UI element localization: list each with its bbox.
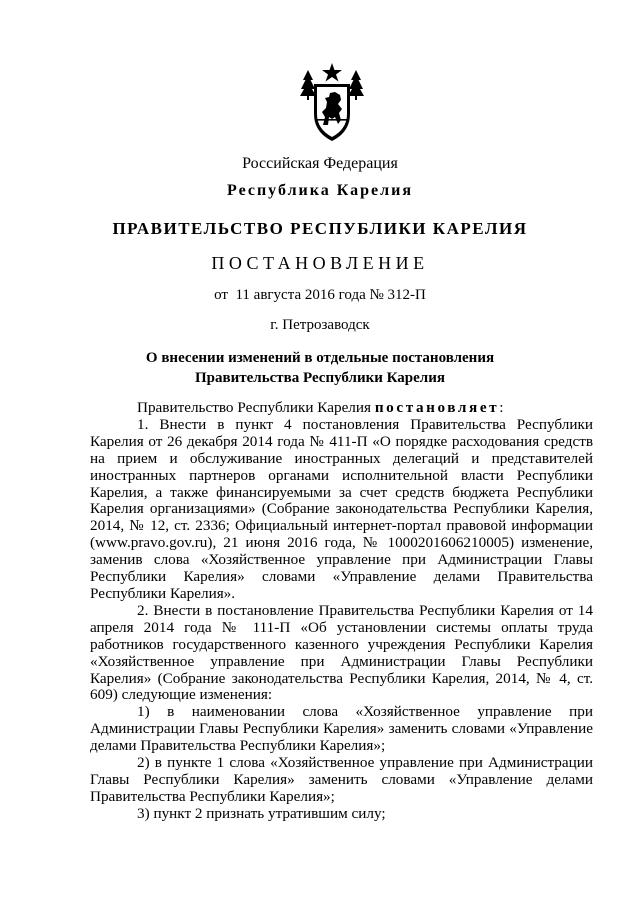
subject-line-1: О внесении изменений в отдельные постановления (145, 350, 495, 366)
subparagraph-1: 1) в наименовании слова «Хозяйственное управление при Администрации Главы Республики Карелия» заменить словами «Управление делами Правительства Республики Карелия»; (90, 703, 593, 755)
country-name: Российская Федерация (242, 155, 398, 172)
intro-text: Правительство Республики Карелия (137, 399, 375, 416)
document-type: ПОСТАНОВЛЕНИЕ (211, 253, 429, 273)
subparagraph-2: 2) в пункте 1 слова «Хозяйственное управление при Администрации Главы Республики Карелия» заменить словами «Управление делами Правительства Республики Карелия»; (90, 754, 593, 805)
paragraph-2: 2. Внести в постановление Правительства Республики Карелия от 14 апреля 2014 года № 111-П «Об установлении системы оплаты труда работников государственного казенного учреждения Республики Карелия «Хозяйственное управление при Администрации Главы Республики Карелия» (Собрание законодательства Республики Карелия, 2014, № 4, ст. 609) следующие изменения: (90, 601, 593, 704)
city-name: г. Петрозаводск (270, 317, 370, 333)
intro-verb: постановляет (374, 399, 500, 416)
subparagraph-3: 3) пункт 2 признать утратившим силу; (137, 804, 386, 822)
coat-of-arms-emblem (300, 62, 364, 142)
document-subject (0, 348, 640, 388)
intro-paragraph (90, 400, 593, 417)
document-body (90, 400, 593, 823)
intro-colon: : (499, 399, 504, 416)
date-number-line: от 11 августа 2016 года № 312-П (214, 287, 426, 303)
paragraph-1: 1. Внести в пункт 4 постановления Правительства Республики Карелия от 26 декабря 2014 года № 411-П «О порядке расходования средств на прием и обслуживание иностранных делегаций и представителей иностранных партнеров органами исполнительной власти Республики Карелия, а также финансируемыми за счет средств бюджета Республики Карелия организациями» (Собрание законодательства Республики Карелия, 2014, № 12, ст. 2336; Официальный интернет-портал правовой информации (www.pravo.gov.ru), 21 июня 2016 года, № 1000201606210005) изменение, заменив слова «Хозяйственное управление при Администрации Главы Республики Карелия» словами «Управление делами Правительства Республики Карелия». (90, 415, 593, 602)
subject-line-2: Правительства Республики Карелия (195, 370, 445, 386)
republic-name: Республика Карелия (227, 182, 413, 199)
government-title: ПРАВИТЕЛЬСТВО РЕСПУБЛИКИ КАРЕЛИЯ (112, 219, 528, 238)
